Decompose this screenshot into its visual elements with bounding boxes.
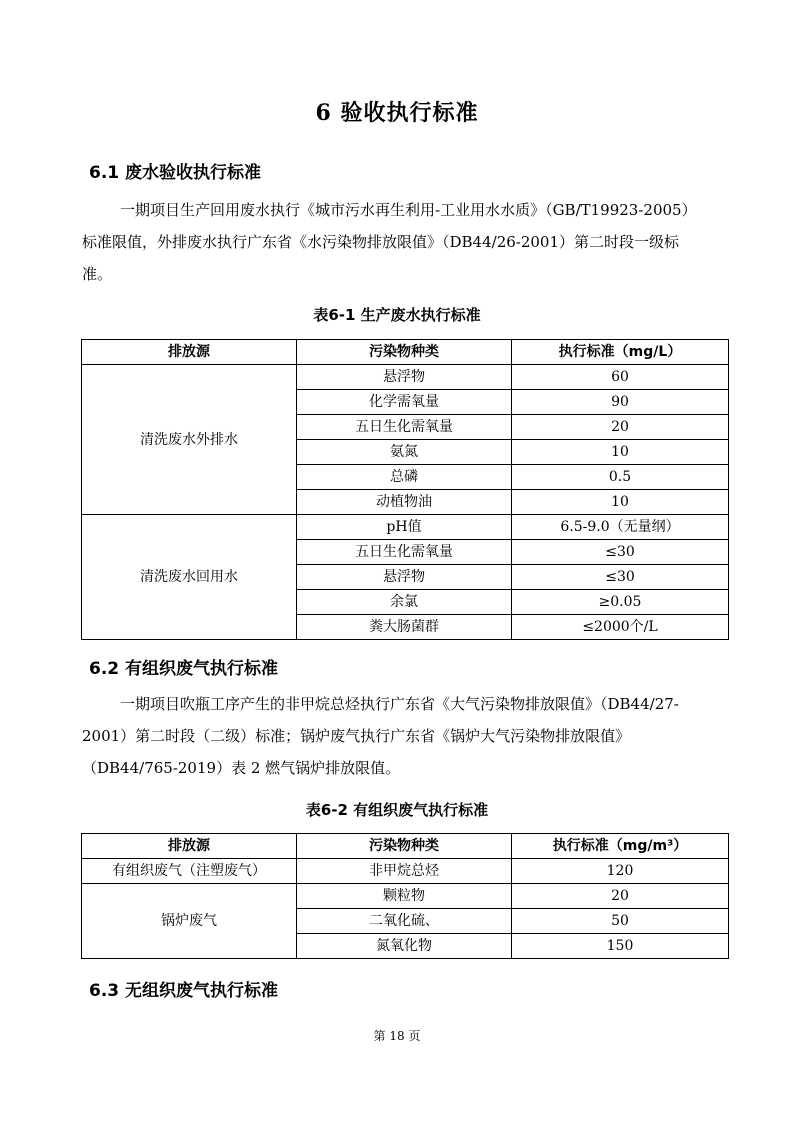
pollutant-cell: 粪大肠菌群 [297,615,512,640]
pollutant-cell: 化学需氧量 [297,390,512,415]
table-row [82,365,729,390]
page-number: 第 18 页 [373,1029,421,1043]
limit-cell: ≥0.05 [512,590,729,615]
section-title-6-1: 6.1 废水验收执行标准 [89,163,262,183]
limit-cell: 120 [512,859,729,884]
paragraph-line: 一期项目生产回用废水执行《城市污水再生利用-工业用水水质》（GB/T19923-2005） [120,201,697,219]
source-cell: 清洗废水外排水 [82,365,297,515]
pollutant-cell: pH值 [297,515,512,540]
paragraph-line: （DB44/765-2019）表 2 燃气锅炉排放限值。 [82,759,401,777]
paragraph-wastewater [82,194,714,290]
table-caption-6-2: 表6-2 有组织废气执行标准 [305,801,489,819]
limit-cell: ≤30 [512,565,729,590]
paragraph-line: 标准限值，外排废水执行广东省《水污染物排放限值》（DB44/26-2001）第二时段一级标 [82,233,680,251]
header-cell: 排放源 [82,340,297,365]
limit-cell: 0.5 [512,465,729,490]
table-row [82,859,729,884]
limit-cell: 20 [512,415,729,440]
table-row [82,515,729,540]
limit-cell: 10 [512,440,729,465]
limit-cell: 150 [512,934,729,959]
pollutant-cell: 动植物油 [297,490,512,515]
table-row [82,884,729,909]
header-cell: 执行标准（mg/m³） [512,834,729,859]
header-cell: 排放源 [82,834,297,859]
pollutant-cell: 五日生化需氧量 [297,540,512,565]
chapter-title: 6 验收执行标准 [315,100,479,126]
paragraph-line: 准。 [82,265,113,283]
table-header-row [82,340,729,365]
paragraph-exhaust [82,688,714,784]
section-title-6-2: 6.2 有组织废气执行标准 [89,659,279,679]
source-cell: 锅炉废气 [82,884,297,959]
wastewater-standard-table [81,339,729,640]
pollutant-cell: 悬浮物 [297,565,512,590]
limit-cell: ≤30 [512,540,729,565]
pollutant-cell: 非甲烷总烃 [297,859,512,884]
limit-cell: 20 [512,884,729,909]
table-header-row [82,834,729,859]
limit-cell: 90 [512,390,729,415]
limit-cell: 50 [512,909,729,934]
paragraph-line: 一期项目吹瓶工序产生的非甲烷总烃执行广东省《大气污染物排放限值》（DB44/27- [120,695,679,713]
pollutant-cell: 颗粒物 [297,884,512,909]
limit-cell: 60 [512,365,729,390]
paragraph-line: 2001）第二时段（二级）标准；锅炉废气执行广东省《锅炉大气污染物排放限值》 [82,727,631,745]
pollutant-cell: 五日生化需氧量 [297,415,512,440]
header-cell: 污染物种类 [297,834,512,859]
pollutant-cell: 氨氮 [297,440,512,465]
pollutant-cell: 悬浮物 [297,365,512,390]
header-cell: 污染物种类 [297,340,512,365]
section-title-6-3: 6.3 无组织废气执行标准 [89,981,279,1001]
pollutant-cell: 余氯 [297,590,512,615]
limit-cell: ≤2000个/L [512,615,729,640]
limit-cell: 6.5-9.0（无量纲） [512,515,729,540]
limit-cell: 10 [512,490,729,515]
pollutant-cell: 氮氧化物 [297,934,512,959]
header-cell: 执行标准（mg/L） [512,340,729,365]
exhaust-standard-table [81,833,729,959]
table-caption-6-1: 表6-1 生产废水执行标准 [313,306,481,324]
source-cell: 清洗废水回用水 [82,515,297,640]
pollutant-cell: 二氧化硫、 [297,909,512,934]
pollutant-cell: 总磷 [297,465,512,490]
source-cell: 有组织废气（注塑废气） [82,859,297,884]
